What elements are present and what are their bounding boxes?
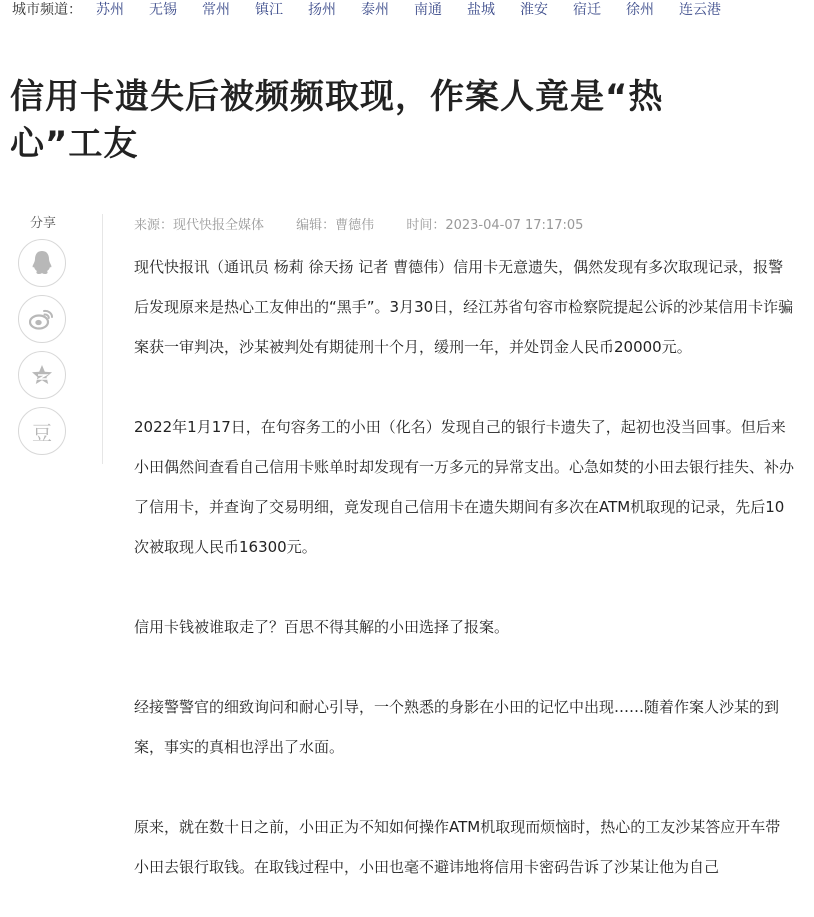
article-time: 时间：2023-04-07 17:17:05: [406, 218, 584, 233]
city-links: [96, 0, 746, 19]
douban-icon: 豆: [32, 420, 52, 445]
article-source: 来源：现代快报全媒体: [134, 218, 265, 233]
article-paragraph: 经接警警官的细致询问和耐心引导，一个熟悉的身影在小田的记忆中出现……随着作案人沙某的到案，事实的真相也浮出了水面。: [134, 698, 780, 756]
city-link-wuxi[interactable]: 无锡: [149, 2, 177, 18]
share-qq-button[interactable]: [18, 239, 66, 287]
share-weibo-button[interactable]: [18, 295, 66, 343]
city-link-xuzhou[interactable]: 徐州: [626, 2, 654, 18]
qzone-star-icon: [30, 363, 54, 387]
city-link-suzhou[interactable]: 苏州: [96, 2, 124, 18]
article-editor: 编辑：曹德伟: [296, 218, 375, 233]
article-body: [134, 247, 794, 887]
article-meta: [134, 214, 611, 233]
article-paragraph: 2022年1月17日，在句容务工的小田（化名）发现自己的银行卡遗失了，起初也没当回事。但后来小田偶然间查看自己信用卡账单时却发现有一万多元的异常支出。心急如焚的小田去银行挂失、补办了信用卡，并查询了交易明细，竟发现自己信用卡在遗失期间有多次在ATM机取现的记录，先后10次被取现人民币16300元。: [134, 418, 795, 556]
share-qzone-button[interactable]: [18, 351, 66, 399]
share-divider: [102, 214, 103, 464]
city-link-taizhou[interactable]: 泰州: [361, 2, 389, 18]
article-paragraph: 现代快报讯（通讯员 杨莉 徐天扬 记者 曹德伟）信用卡无意遗失，偶然发现有多次取现记录，报警后发现原来是热心工友伸出的“黑手”。3月30日，经江苏省句容市检察院提起公诉的沙某信用卡诈骗案获一审判决，沙某被判处有期徒刑十个月，缓刑一年，并处罚金人民币20000元。: [134, 258, 794, 356]
city-link-yancheng[interactable]: 盐城: [467, 2, 495, 18]
share-douban-button[interactable]: [18, 407, 66, 455]
share-label: 分享: [29, 216, 56, 231]
city-link-yangzhou[interactable]: 扬州: [308, 2, 336, 18]
city-channel-bar: [12, 0, 746, 18]
article-paragraph: 原来，就在数十日之前，小田正为不知如何操作ATM机取现而烦恼时，热心的工友沙某答应开车带小田去银行取钱。在取钱过程中，小田也毫不避讳地将信用卡密码告诉了沙某让他为自己: [134, 818, 781, 876]
weibo-icon: [29, 308, 55, 330]
article-title: 信用卡遗失后被频频取现，作案人竟是“热心”工友: [10, 77, 664, 164]
qq-icon: [31, 250, 53, 276]
city-link-suqian[interactable]: 宿迁: [573, 2, 601, 18]
share-panel: [18, 212, 68, 463]
city-link-nantong[interactable]: 南通: [414, 2, 442, 18]
city-link-changzhou[interactable]: 常州: [202, 2, 230, 18]
city-link-huaian[interactable]: 淮安: [520, 2, 548, 18]
city-link-lianyungang[interactable]: 连云港: [679, 2, 721, 18]
city-link-zhenjiang[interactable]: 镇江: [255, 2, 283, 18]
city-channel-label: 城市频道：: [12, 2, 82, 18]
article-paragraph: 信用卡钱被谁取走了？百思不得其解的小田选择了报案。: [134, 618, 510, 636]
